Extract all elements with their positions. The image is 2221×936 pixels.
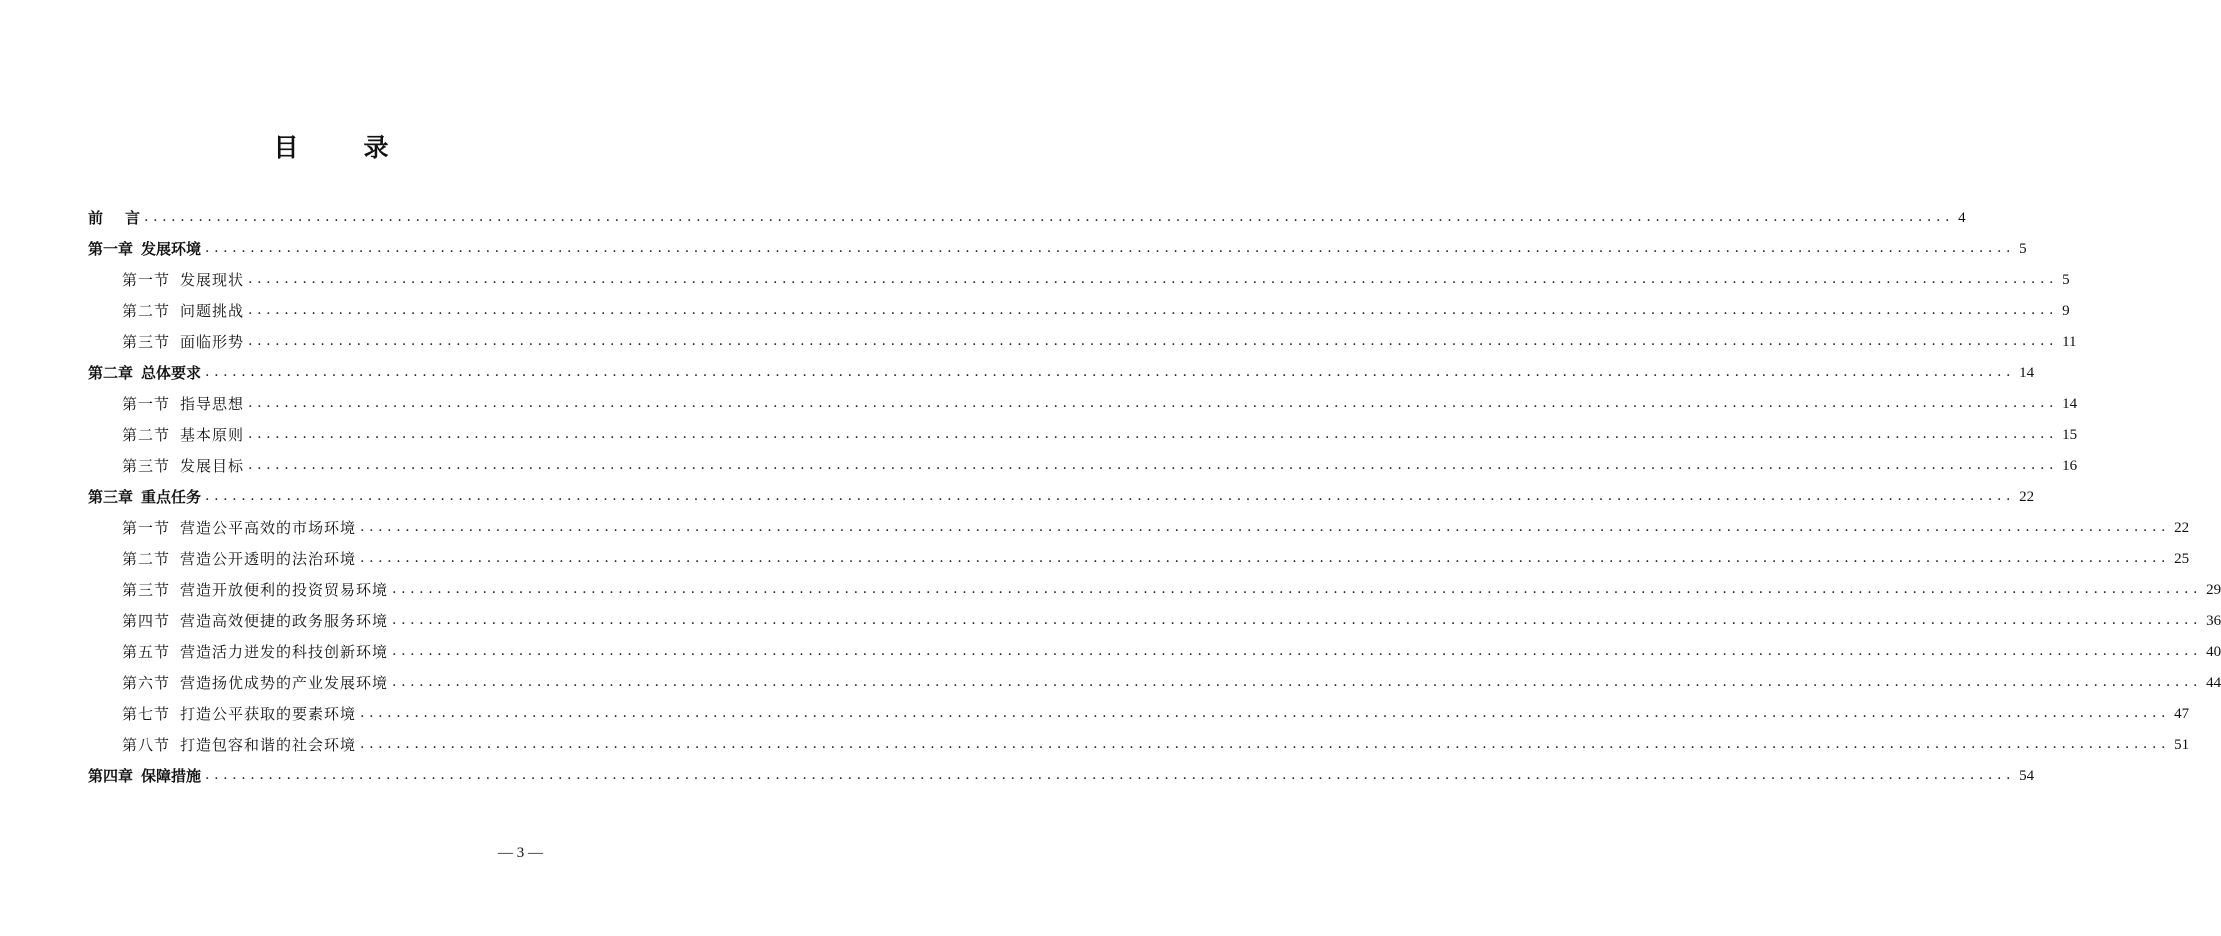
toc-entry-label [122, 456, 244, 476]
toc-section-entry [122, 322, 2077, 352]
toc-section-entry [122, 663, 2221, 693]
toc-entry-title: 营造扬优成势的产业发展环境 [180, 674, 389, 692]
toc-entry-page-number: 14 [2062, 396, 2078, 412]
toc-dot-leader: ........................................................................................................................................................................................................ [392, 643, 2203, 659]
toc-title: 目 录 [273, 133, 409, 162]
toc-dot-leader: ........................................................................................................................................................................................................ [205, 488, 2016, 504]
toc-entry-prefix: 第三节 [122, 457, 171, 475]
toc-entry-label [122, 704, 356, 724]
toc-entry-page-number: 14 [2019, 365, 2035, 381]
toc-entry-prefix: 第三章 [88, 488, 134, 506]
toc-entry-label [122, 735, 356, 755]
toc-dot-leader: ........................................................................................................................................................................................................ [248, 426, 2059, 442]
toc-entry-prefix: 第六节 [122, 674, 171, 692]
toc-entry-prefix: 第二节 [122, 550, 171, 568]
toc-dot-leader: ........................................................................................................................................................................................................ [360, 736, 2171, 752]
toc-section-entry [122, 570, 2221, 600]
toc-section-entry [122, 632, 2221, 662]
toc-entry-label [122, 518, 356, 538]
toc-entry-label [122, 425, 244, 445]
toc-entry-label [88, 208, 140, 228]
toc-dot-leader: ........................................................................................................................................................................................................ [248, 271, 2059, 287]
toc-dot-leader: ........................................................................................................................................................................................................ [248, 302, 2059, 318]
toc-dot-leader: ........................................................................................................................................................................................................ [392, 674, 2203, 690]
toc-entry-label [88, 766, 201, 786]
toc-section-entry [122, 508, 2190, 538]
toc-dot-leader: ........................................................................................................................................................................................................ [392, 581, 2203, 597]
toc-entry-prefix: 第二节 [122, 302, 171, 320]
toc-entry-title: 言 [125, 209, 141, 227]
toc-entry-label [122, 549, 356, 569]
toc-dot-leader: ........................................................................................................................................................................................................ [144, 209, 1955, 225]
toc-entry-page-number: 47 [2174, 706, 2190, 722]
toc-entry-prefix: 第一节 [122, 271, 171, 289]
toc-entry-title: 面临形势 [180, 333, 245, 351]
toc-entry-title: 营造公平高效的市场环境 [180, 519, 357, 537]
toc-entry-label [122, 580, 388, 600]
toc-entry-prefix: 第一节 [122, 519, 171, 537]
toc-dot-leader: ........................................................................................................................................................................................................ [360, 550, 2171, 566]
toc-entry-page-number: 40 [2206, 644, 2221, 660]
toc-entry-prefix: 第五节 [122, 643, 171, 661]
toc-entry-prefix: 第三节 [122, 333, 171, 351]
toc-entry-page-number: 54 [2019, 768, 2035, 784]
toc-dot-leader: ........................................................................................................................................................................................................ [360, 519, 2171, 535]
toc-chapter-entry [88, 229, 2027, 259]
toc-entry-page-number: 51 [2174, 737, 2190, 753]
toc-entry-prefix: 第八节 [122, 736, 171, 754]
toc-dot-leader: ........................................................................................................................................................................................................ [248, 395, 2059, 411]
toc-entry-title: 问题挑战 [180, 302, 245, 320]
toc-entry-prefix: 第二节 [122, 426, 171, 444]
toc-section-entry [122, 601, 2221, 631]
toc-entry-title: 营造开放便利的投资贸易环境 [180, 581, 389, 599]
toc-entry-page-number: 15 [2062, 427, 2078, 443]
toc-entry-prefix: 第一节 [122, 395, 171, 413]
toc-entry-label [122, 394, 244, 414]
toc-entry-title: 保障措施 [141, 767, 202, 785]
toc-entry-title: 发展目标 [180, 457, 245, 475]
toc-entry-label [122, 332, 244, 352]
toc-entry-title: 打造包容和谐的社会环境 [180, 736, 357, 754]
toc-entry-page-number: 4 [1958, 210, 1966, 226]
toc-entry-label [122, 611, 388, 631]
toc-entry-title: 营造高效便捷的政务服务环境 [180, 612, 389, 630]
toc-entry-title: 重点任务 [141, 488, 202, 506]
toc-section-entry [122, 291, 2070, 321]
toc-entry-prefix: 第二章 [88, 364, 134, 382]
toc-entry-page-number: 11 [2062, 334, 2077, 350]
toc-entry-prefix: 前 [88, 209, 104, 227]
toc-chapter-entry [88, 353, 2035, 383]
toc-entry-title: 营造活力迸发的科技创新环境 [180, 643, 389, 661]
toc-entry-page-number: 9 [2062, 303, 2070, 319]
toc-chapter-entry [88, 198, 1966, 228]
toc-chapter-entry [88, 756, 2035, 786]
toc-dot-leader: ........................................................................................................................................................................................................ [205, 240, 2016, 256]
toc-entry-label [122, 301, 244, 321]
toc-entry-page-number: 36 [2206, 613, 2221, 629]
toc-dot-leader: ........................................................................................................................................................................................................ [248, 333, 2059, 349]
toc-section-entry [122, 384, 2078, 414]
toc-dot-leader: ........................................................................................................................................................................................................ [205, 364, 2016, 380]
toc-entry-prefix: 第四节 [122, 612, 171, 630]
toc-entry-title: 发展环境 [141, 240, 202, 258]
toc-entry-label [122, 270, 244, 290]
toc-entry-page-number: 16 [2062, 458, 2078, 474]
toc-section-entry [122, 415, 2078, 445]
toc-entry-page-number: 25 [2174, 551, 2190, 567]
toc-entry-label [88, 363, 201, 383]
toc-entry-label [88, 487, 201, 507]
toc-entry-title: 指导思想 [180, 395, 245, 413]
toc-dot-leader: ........................................................................................................................................................................................................ [205, 767, 2016, 783]
toc-entry-prefix: 第七节 [122, 705, 171, 723]
toc-dot-leader: ........................................................................................................................................................................................................ [248, 457, 2059, 473]
toc-entry-page-number: 5 [2019, 241, 2027, 257]
toc-entry-title: 发展现状 [180, 271, 245, 289]
toc-section-entry [122, 725, 2190, 755]
toc-entry-label [88, 239, 201, 259]
toc-entry-title: 基本原则 [180, 426, 245, 444]
toc-entry-page-number: 5 [2062, 272, 2070, 288]
toc-section-entry [122, 446, 2078, 476]
toc-dot-leader: ........................................................................................................................................................................................................ [392, 612, 2203, 628]
toc-entry-title: 营造公开透明的法治环境 [180, 550, 357, 568]
toc-section-entry [122, 260, 2070, 290]
toc-entry-title: 打造公平获取的要素环境 [180, 705, 357, 723]
toc-dot-leader: ........................................................................................................................................................................................................ [360, 705, 2171, 721]
toc-entry-page-number: 22 [2174, 520, 2190, 536]
toc-entry-prefix: 第三节 [122, 581, 171, 599]
toc-entry-page-number: 29 [2206, 582, 2221, 598]
toc-entry-page-number: 44 [2206, 675, 2221, 691]
toc-entry-title: 总体要求 [141, 364, 202, 382]
toc-section-entry [122, 694, 2190, 724]
toc-chapter-entry [88, 477, 2035, 507]
toc-entry-prefix: 第一章 [88, 240, 134, 258]
toc-entry-label [122, 673, 388, 693]
page-number: — 3 — [498, 845, 543, 861]
toc-entry-prefix: 第四章 [88, 767, 134, 785]
toc-section-entry [122, 539, 2190, 569]
toc-entry-label [122, 642, 388, 662]
toc-entry-page-number: 22 [2019, 489, 2035, 505]
